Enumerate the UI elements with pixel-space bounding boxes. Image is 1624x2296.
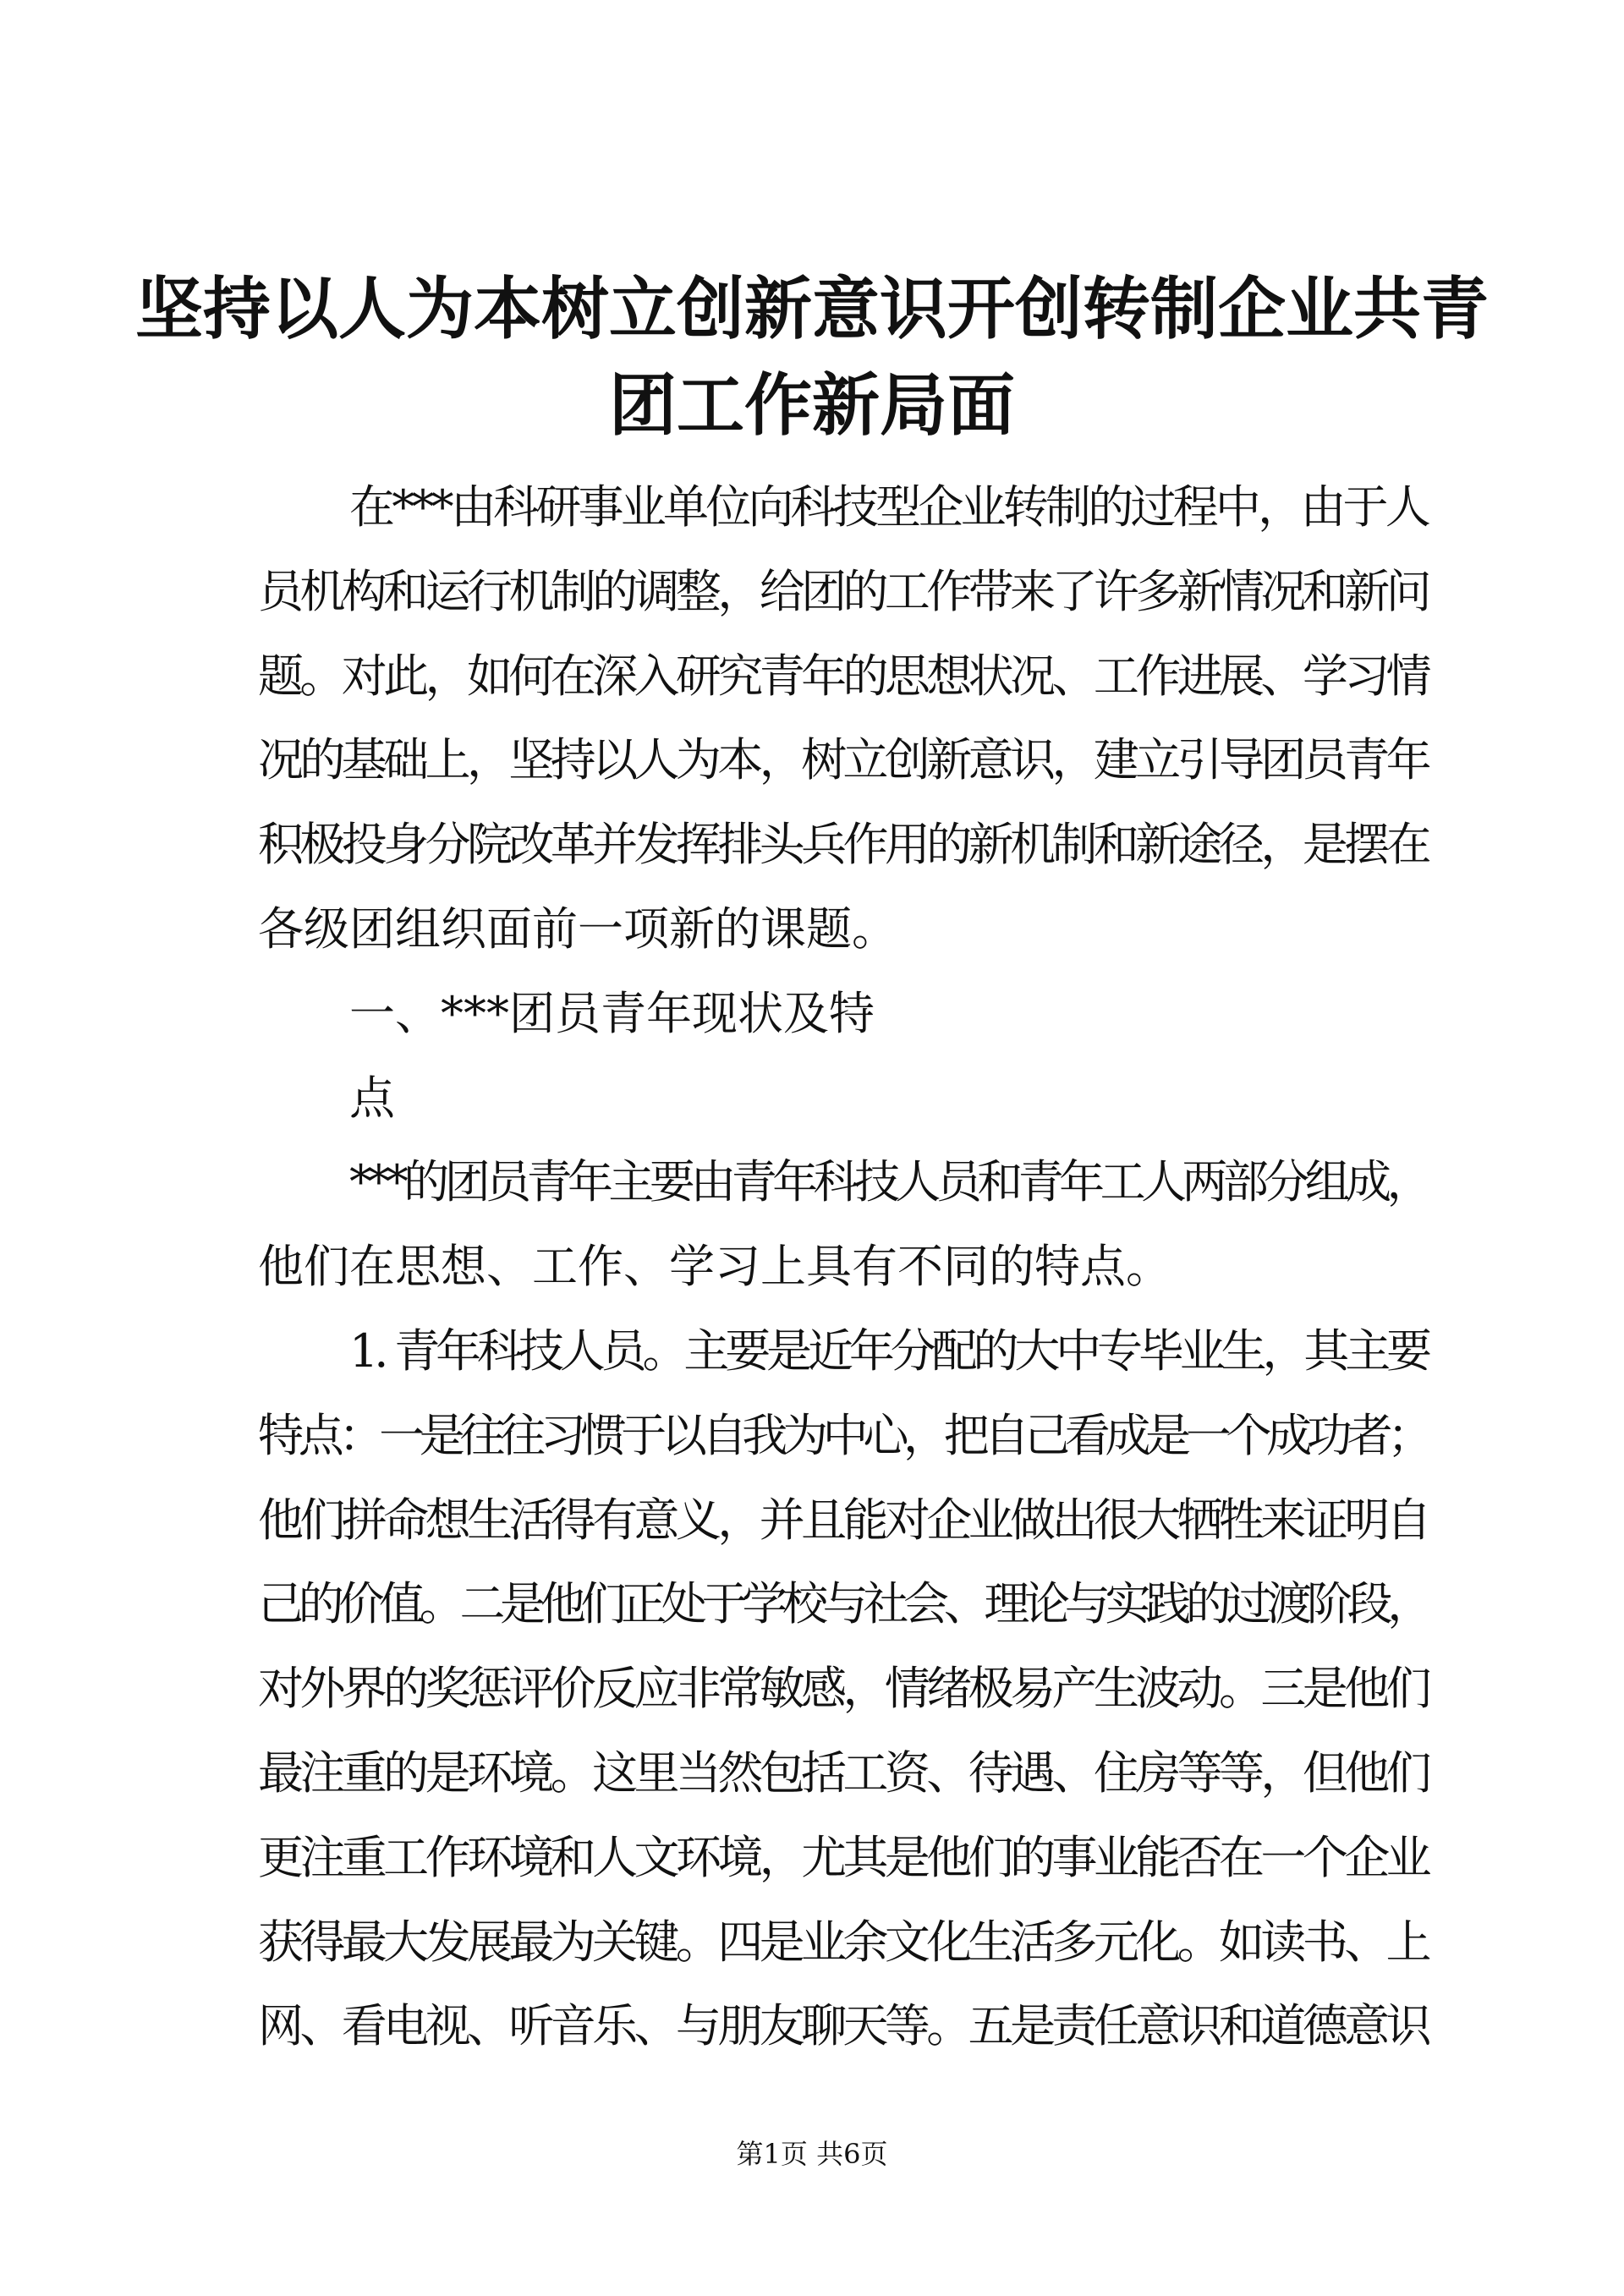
body-line-text: 题。对此，如何在深入研究青年的思想状况、工作进展、学习情	[258, 649, 1428, 703]
body-line-text: 对外界的奖惩评价反应非常敏感，情绪极易产生波动。三是他们	[258, 1662, 1428, 1716]
body-line	[258, 819, 1428, 870]
body-line-text: 更注重工作环境和人文环境，尤其是他们的事业能否在一个企业	[258, 1830, 1428, 1884]
body-line-text: 己的价值。二是他们正处于学校与社会、理论与实践的过渡阶段，	[258, 1577, 1428, 1631]
body-line	[258, 1241, 1428, 1292]
body-line-text: 各级团组织面前一项新的课题。	[258, 902, 897, 956]
body-line	[258, 1830, 1428, 1884]
body-line-text: 积极投身分院改革并发挥排头兵作用的新机制和新途径，是摆在	[258, 818, 1428, 872]
body-line	[258, 904, 1428, 955]
body-line	[258, 1579, 1428, 1630]
body-line	[258, 1408, 1428, 1462]
body-line-text: ***的团员青年主要由青年科技人员和青年工人两部分组成，	[349, 1155, 1428, 1209]
body-line	[258, 1326, 1428, 1377]
body-line-text: 特点：一是往往习惯于以自我为中心，把自己看成是一个成功者；	[258, 1408, 1428, 1462]
body-line-text: 员机构和运行机制的调整，给团的工作带来了许多新情况和新问	[258, 564, 1428, 618]
body-line	[258, 482, 1428, 533]
body-line	[258, 735, 1428, 786]
body-line	[258, 1073, 1428, 1124]
body-line	[258, 1157, 1428, 1208]
body-line	[258, 1748, 1428, 1799]
body-line-text: 一、***团员青年现状及特	[349, 986, 875, 1040]
body-line	[258, 564, 1428, 618]
body-line	[258, 1663, 1428, 1714]
body-line	[258, 651, 1428, 702]
body-line-text: 最注重的是环境。这里当然包括工资、待遇、住房等等，但他们	[258, 1746, 1428, 1800]
body-line	[258, 986, 1428, 1040]
body-line-text: 获得最大发展最为关键。四是业余文化生活多元化。如读书、上	[258, 1915, 1428, 1969]
body-line	[258, 1917, 1428, 1968]
body-line-text: 在***由科研事业单位向科技型企业转制的过程中，由于人	[349, 480, 1428, 534]
body-line	[258, 1495, 1428, 1546]
document-title-line-2: 团工作新局面	[609, 365, 1015, 445]
body-line-text: 点	[349, 1071, 395, 1125]
body-line-text: 网、看电视、听音乐、与朋友聊天等。五是责任意识和道德意识	[258, 1999, 1428, 2053]
page-footer: 第1页 共6页	[736, 2138, 888, 2170]
body-line-text: 他们拼命想生活得有意义，并且能对企业做出很大牺牲来证明自	[258, 1493, 1428, 1547]
document-title-line-1: 坚持以人为本树立创新意识开创转制企业共青	[135, 269, 1489, 348]
body-line	[258, 2001, 1428, 2052]
body-line-text: 1. 青年科技人员。主要是近年分配的大中专毕业生，其主要	[349, 1324, 1428, 1378]
body-line-text: 他们在思想、工作、学习上具有不同的特点。	[258, 1240, 1171, 1294]
body-line-text: 况的基础上，坚持以人为本，树立创新意识，建立引导团员青年	[258, 733, 1428, 787]
